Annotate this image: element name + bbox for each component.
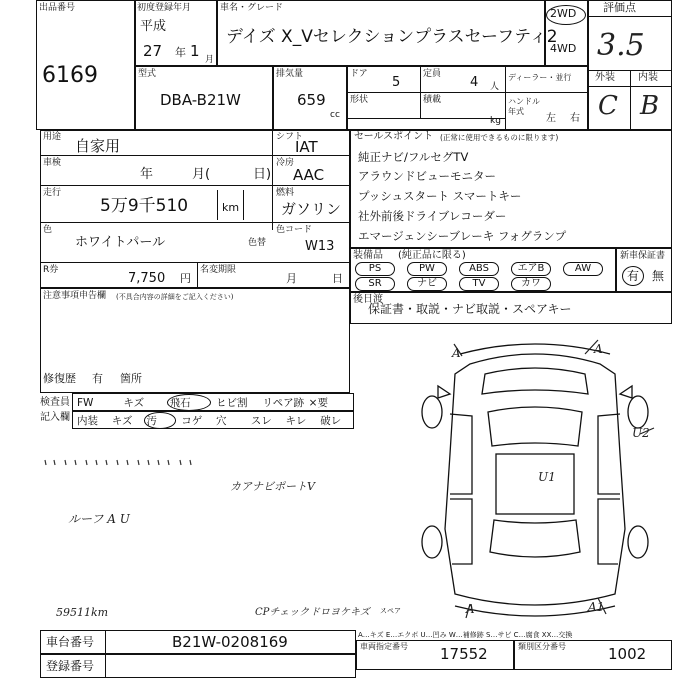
equipment-label: 装備品 bbox=[353, 250, 383, 261]
equip-r2-0: SR bbox=[355, 277, 395, 291]
model-code-label: 型式 bbox=[138, 69, 157, 79]
mark-u2: U2 bbox=[632, 426, 650, 440]
equip-r2-1: ナビ bbox=[407, 277, 447, 291]
inspection-day: 日) bbox=[253, 167, 272, 182]
equip-r1-2: ABS bbox=[459, 262, 499, 276]
mark-a-top2: A bbox=[594, 342, 603, 356]
interior-cell-3: コゲ bbox=[181, 415, 203, 427]
displacement-label: 排気量 bbox=[276, 69, 304, 79]
accessories-label: 後日渡 bbox=[353, 294, 383, 305]
transfer-day: 日 bbox=[332, 272, 343, 285]
color-change-label: 色替 bbox=[248, 238, 267, 248]
notes-box bbox=[40, 288, 350, 393]
notes-sub: (不具合内容の詳細をご記入ください) bbox=[116, 293, 234, 301]
recycle-unit: 円 bbox=[180, 272, 191, 285]
selling-label: セールスポイント bbox=[354, 131, 434, 142]
car-damage-diagram bbox=[410, 334, 660, 624]
interior-cell-2: 汚 bbox=[146, 415, 157, 427]
selling-item-5: エマージェンシーブレーキ フォグランプ bbox=[358, 229, 567, 243]
selling-item-2: アラウンドビューモニター bbox=[358, 169, 496, 183]
transfer-month: 月 bbox=[286, 272, 297, 285]
shape-label: 形状 bbox=[350, 95, 369, 105]
selling-item-4: 社外前後ドライブレコーダー bbox=[358, 209, 507, 223]
mark-a1-br: A1 bbox=[588, 600, 605, 614]
inspection-year: 年 bbox=[140, 167, 154, 182]
fw-cell-0: FW bbox=[77, 397, 94, 409]
fw-cell-4: リペア跡 bbox=[262, 397, 305, 409]
equip-r1-3: エアB bbox=[511, 262, 551, 276]
inspection-month: 月( bbox=[192, 167, 211, 182]
capacity-label: 定員 bbox=[423, 69, 442, 79]
grade-exterior-label: 外装 bbox=[595, 72, 615, 83]
registration-year: 27 bbox=[143, 42, 163, 60]
interior-cell-6: キレ bbox=[285, 415, 307, 427]
color-code-label: 色コード bbox=[276, 225, 313, 235]
mileage-value: 5万9千510 bbox=[100, 196, 189, 216]
warranty-label: 新車保証書 bbox=[620, 251, 666, 261]
equipment-sub: (純正品に限る) bbox=[398, 250, 466, 261]
grade-value: 3.5 bbox=[597, 28, 645, 63]
interior-cell-0: 内装 bbox=[77, 415, 98, 427]
grade-interior: B bbox=[640, 91, 660, 121]
fw-cell-3: ヒビ割 bbox=[216, 397, 248, 409]
repair-label: 修復歴 bbox=[43, 372, 76, 385]
mileage-label: 走行 bbox=[43, 188, 62, 198]
usage-value: 自家用 bbox=[75, 137, 121, 155]
grade-interior-label: 内装 bbox=[638, 72, 658, 83]
lot-label: 出品番号 bbox=[39, 3, 76, 13]
mileage-unit: km bbox=[222, 201, 240, 214]
inspector-label-2: 記入欄 bbox=[40, 412, 70, 423]
shift-value: IAT bbox=[295, 138, 318, 156]
mark-a-front: A bbox=[466, 602, 475, 616]
transfer-label: 名変期限 bbox=[200, 265, 237, 275]
handwriting-5: ドロヨケキズ bbox=[310, 607, 370, 618]
registration-label: 初度登録年月 bbox=[137, 3, 192, 13]
regno-label: 登録番号 bbox=[46, 659, 95, 673]
interior-cell-4: 穴 bbox=[216, 415, 227, 427]
repair-sub: 箇所 bbox=[120, 372, 142, 385]
usage-label: 用途 bbox=[43, 132, 62, 142]
registration-year-unit: 年 bbox=[175, 46, 186, 59]
load-unit: kg bbox=[490, 116, 501, 126]
model-name-label: 車名・グレード bbox=[220, 3, 284, 13]
drive-4wd: 4WD bbox=[550, 42, 577, 55]
doors-value: 5 bbox=[392, 75, 401, 90]
mark-spare: スペア bbox=[380, 607, 401, 615]
displacement-value: 659 bbox=[297, 91, 326, 109]
registration-month: 1 bbox=[190, 42, 200, 60]
model-code-value: DBA-B21W bbox=[160, 91, 241, 109]
aircon-value: AAC bbox=[293, 166, 325, 184]
registration-era: 平成 bbox=[140, 19, 167, 34]
grade-exterior: C bbox=[598, 91, 618, 121]
fuel-value: ガソリン bbox=[281, 200, 342, 218]
interior-cell-1: キズ bbox=[111, 415, 133, 427]
dealer-label: ディーラー・並行 bbox=[508, 73, 572, 82]
drive-2wd: 2WD bbox=[550, 7, 577, 20]
color-code: W13 bbox=[305, 239, 335, 254]
equip-r2-3: カワ bbox=[511, 277, 551, 291]
inspector-label-1: 検査員 bbox=[40, 397, 70, 408]
repair-value: 有 bbox=[92, 372, 103, 385]
handle-year-label: 年式 bbox=[508, 107, 524, 116]
fw-cell-2: 飛石 bbox=[169, 397, 191, 409]
chassis-value: B21W-0208169 bbox=[172, 633, 288, 651]
color-value: ホワイトパール bbox=[75, 235, 166, 250]
recycle-value: 7,750 bbox=[128, 271, 166, 286]
recycle-label: R券 bbox=[43, 265, 59, 275]
damage-legend: A…キズ E…エクボ U…凹み W…補修跡 S…サビ C…腐食 XX…交換 bbox=[358, 631, 573, 639]
handle-left: 左 bbox=[546, 113, 556, 124]
notes-label: 注意事項申告欄 bbox=[43, 291, 107, 301]
mark-a-top: A bbox=[452, 346, 461, 360]
displacement-unit: cc bbox=[330, 110, 340, 120]
equip-r1-4: AW bbox=[563, 262, 603, 276]
shift-label: シフト bbox=[276, 132, 304, 142]
fw-cell-circle-2 bbox=[167, 394, 211, 411]
classification-label: 類別区分番号 bbox=[518, 642, 566, 651]
handle-right: 右 bbox=[570, 113, 580, 124]
inspection-label: 車検 bbox=[43, 158, 62, 168]
grade-label: 評価点 bbox=[603, 1, 636, 14]
registration-month-unit: 月 bbox=[205, 55, 215, 65]
selling-item-1: 純正ナビ/フルセグTV bbox=[358, 150, 469, 164]
aircon-label: 冷房 bbox=[276, 158, 295, 168]
interior-cell-7: 破レ bbox=[320, 415, 342, 427]
capacity-unit: 人 bbox=[490, 82, 500, 92]
selling-item-3: プッシュスタート スマートキー bbox=[358, 189, 522, 203]
fw-cell-1: キズ bbox=[123, 397, 145, 409]
warranty-no: 無 bbox=[652, 269, 665, 283]
handwriting-1: カアナビポートV bbox=[230, 480, 315, 493]
accessories-value: 保証書・取説・ナビ取説・スペアキー bbox=[368, 302, 572, 316]
handwriting-3: 59511km bbox=[56, 606, 109, 619]
capacity-value: 4 bbox=[470, 75, 479, 90]
designation-label: 車両指定番号 bbox=[360, 642, 408, 651]
interior-cell-circle-2 bbox=[144, 412, 177, 429]
handle-label: ハンドル bbox=[508, 97, 540, 106]
color-label: 色 bbox=[43, 225, 53, 235]
lot-number: 6169 bbox=[42, 63, 98, 88]
classification-value: 1002 bbox=[608, 645, 647, 663]
equip-r1-1: PW bbox=[407, 262, 447, 276]
equip-r2-2: TV bbox=[459, 277, 499, 291]
fuel-label: 燃料 bbox=[276, 188, 295, 198]
mark-u1: U1 bbox=[538, 470, 556, 484]
handwriting-2: ルーフ A U bbox=[68, 512, 130, 526]
interior-cell-5: スレ bbox=[250, 415, 272, 427]
selling-sub: (正常に使用できるものに限ります) bbox=[440, 133, 559, 142]
handwriting-4: CPチェック bbox=[255, 607, 310, 618]
warranty-yes: 有 bbox=[627, 269, 640, 283]
equip-r1-0: PS bbox=[355, 262, 395, 276]
designation-value: 17552 bbox=[440, 645, 488, 663]
chassis-label: 車台番号 bbox=[46, 635, 95, 649]
model-name-value: デイズ X_Vセレクションプラスセーフティ2 bbox=[226, 27, 558, 47]
doors-label: ドア bbox=[350, 69, 368, 79]
fw-cell-5: ×要 bbox=[308, 397, 328, 409]
load-label: 積載 bbox=[423, 95, 442, 105]
